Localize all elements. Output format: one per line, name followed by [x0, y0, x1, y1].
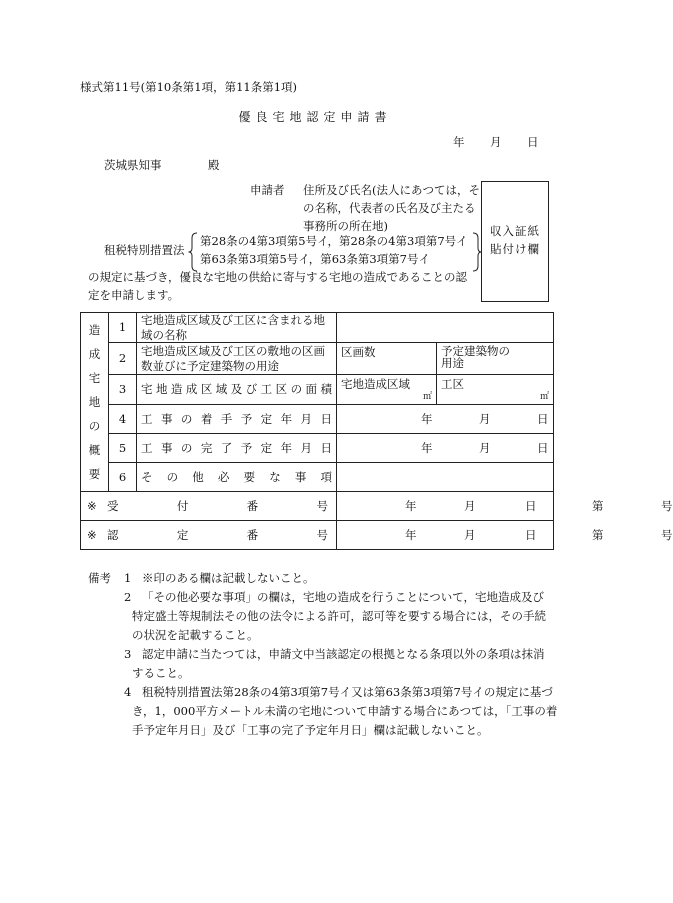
day-label: 日 [537, 411, 549, 426]
start-date-field[interactable] [337, 405, 554, 434]
sub-label: 予定建築物の用途 [441, 344, 510, 370]
request-statement-line: 定を申請します。 [88, 288, 180, 302]
row-label: その他必要な事項 [137, 463, 337, 492]
row-label: 宅地造成区域及び工区に含まれる地域の名称 [137, 313, 337, 343]
addressee-honorific: 殿 [208, 158, 220, 172]
building-use-field[interactable] [437, 343, 554, 375]
table-row [81, 375, 554, 405]
law-article-line: 第28条の4第3項第5号イ，第28条の4第3項第7号イ [200, 234, 468, 248]
office-use-mark: ※ [87, 498, 97, 513]
applicant-text-line: の名称，代表者の氏名及び主たる [303, 201, 476, 215]
law-article-line: 第63条第3項第5号イ，第63条第3項第7号イ [200, 252, 430, 266]
date-year-label: 年 [453, 135, 465, 149]
note-line: 租税特別措置法第28条の4第3項第7号イ又は第63条第3項第7号イの規定に基づ [142, 685, 553, 699]
note-line: 認定申請に当たつては，申請文中当該認定の根拠となる条項以外の条項は抹消 [142, 647, 545, 661]
year-label: 年 [405, 527, 417, 542]
sub-label: 区画数 [341, 345, 376, 359]
sub-label: 宅地造成区域 [341, 377, 410, 391]
month-label: 月 [464, 527, 476, 542]
table-row [81, 405, 554, 434]
area-name-field[interactable] [337, 313, 554, 343]
sub-label: 工区 [441, 377, 464, 391]
row-number: 1 [109, 313, 137, 343]
note-line: 特定盛土等規制法その他の法令による許可，認可等を要する場合には，その手続 [132, 609, 546, 623]
receipt-number-label: 受付番号 [107, 498, 328, 513]
table-row [81, 463, 554, 492]
day-label: 日 [525, 498, 537, 513]
receipt-number-label-cell [81, 492, 337, 521]
dai-label: 第 [592, 527, 604, 542]
section-area-field[interactable] [437, 375, 554, 405]
dai-label: 第 [592, 498, 604, 513]
go-label: 号 [661, 498, 673, 513]
note-number: 1 [124, 571, 132, 585]
approval-number-field[interactable] [337, 521, 673, 550]
addressee: 茨城県知事 [104, 158, 162, 172]
stamp-label-line2: 貼付け欄 [490, 242, 540, 256]
land-overview-table [80, 312, 673, 550]
stamp-label-line1: 収入証紙 [490, 224, 540, 238]
row-label: 工事の完了予定年月日 [137, 434, 337, 463]
note-line: 手予定年月日」及び「工事の完了予定年月日」欄は記載しないこと。 [132, 723, 489, 737]
note-line: の状況を記載すること。 [132, 628, 259, 642]
table-row [81, 313, 554, 343]
completion-date-field[interactable] [337, 434, 554, 463]
row-label: 工事の着手予定年月日 [137, 405, 337, 434]
zone-area-field[interactable] [337, 375, 437, 405]
table-row [81, 343, 554, 375]
lot-count-field[interactable] [337, 343, 437, 375]
note-line: 「その他必要な事項」の欄は，宅地の造成を行うことについて，宅地造成及び [142, 590, 545, 604]
form-title: 優良宅地認定申請書 [238, 110, 392, 124]
year-label: 年 [405, 498, 417, 513]
row-number: 5 [109, 434, 137, 463]
other-matters-field[interactable] [337, 463, 554, 492]
applicant-text-line: 住所及び氏名(法人にあつては，そ [303, 183, 480, 197]
section-label-cell [81, 313, 109, 492]
date-month-label: 月 [490, 135, 502, 149]
approval-number-label-cell [81, 521, 337, 550]
month-label: 月 [464, 498, 476, 513]
applicant-text-line: 事務所の所在地) [303, 219, 388, 233]
row-number: 6 [109, 463, 137, 492]
receipt-number-field[interactable] [337, 492, 673, 521]
year-label: 年 [421, 440, 433, 455]
note-number: 2 [124, 590, 132, 604]
unit-label: ㎡ [539, 391, 549, 402]
section-label: 造成宅地の概要 [88, 323, 101, 481]
form-number: 様式第11号(第10条第1項，第11条第1項) [80, 80, 298, 94]
right-brace-icon [472, 232, 482, 272]
row-label: 宅地造成区域及び工区の面積 [137, 375, 337, 405]
unit-label: ㎡ [422, 391, 432, 402]
applicant-label: 申請者 [250, 183, 285, 197]
go-label: 号 [661, 527, 673, 542]
date-day-label: 日 [527, 135, 539, 149]
row-number: 3 [109, 375, 137, 405]
law-label: 租税特別措置法 [104, 243, 185, 257]
note-number: 3 [124, 647, 132, 661]
row-number: 2 [109, 343, 137, 375]
request-statement-line: の規定に基づき，優良な宅地の供給に寄与する宅地の造成であることの認 [88, 270, 468, 284]
month-label: 月 [479, 411, 491, 426]
note-line: ※印のある欄は記載しないこと。 [142, 571, 315, 585]
left-brace-icon [188, 232, 198, 272]
year-label: 年 [421, 411, 433, 426]
day-label: 日 [537, 440, 549, 455]
approval-number-label: 認定番号 [107, 527, 328, 542]
table-row [81, 492, 554, 521]
office-use-mark: ※ [87, 527, 97, 542]
table-row [81, 521, 554, 550]
row-number: 4 [109, 405, 137, 434]
note-line: すること。 [132, 666, 190, 680]
notes-heading: 備考 [88, 571, 111, 585]
note-number: 4 [124, 685, 132, 699]
row-label: 宅地造成区域及び工区の敷地の区画数並びに予定建築物の用途 [137, 343, 337, 375]
month-label: 月 [479, 440, 491, 455]
revenue-stamp-box [481, 181, 549, 302]
note-line: き，1，000平方メートル未満の宅地について申請する場合にあつては，「工事の着 [132, 704, 558, 718]
day-label: 日 [525, 527, 537, 542]
table-row [81, 434, 554, 463]
